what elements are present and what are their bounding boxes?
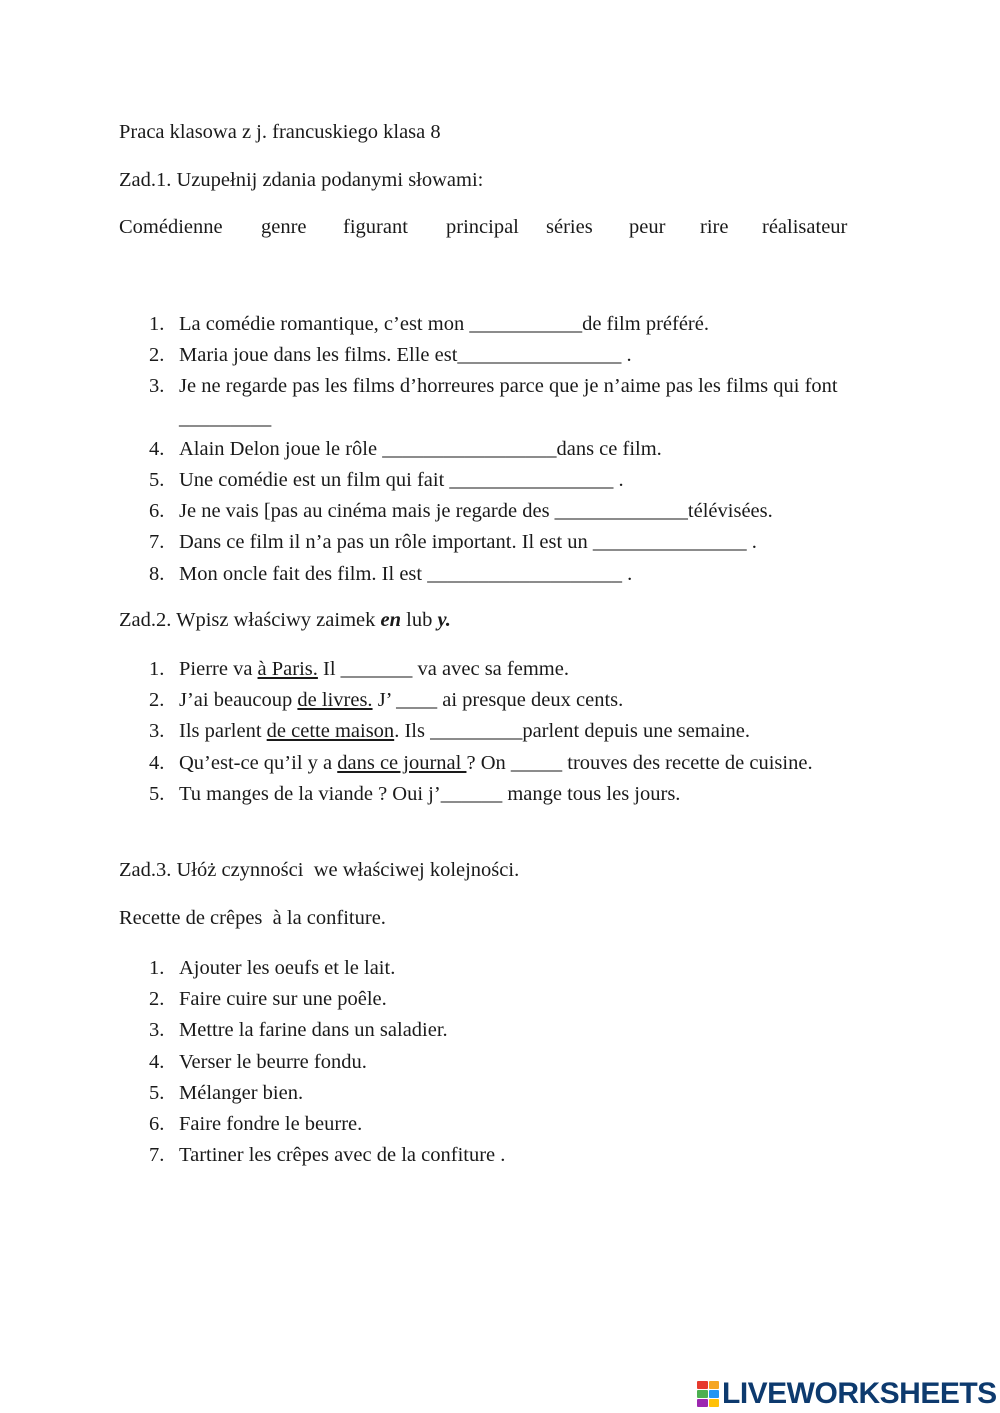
list-item: 5. Une comédie est un film qui fait ________________ . xyxy=(149,469,624,492)
word-bank-item: séries xyxy=(546,216,593,238)
word-bank-item: rire xyxy=(700,216,729,238)
list-item: 4. Alain Delon joue le rôle _________________dans ce film. xyxy=(149,437,662,460)
list-item: 1. Ajouter les oeufs et le lait. xyxy=(149,957,396,979)
task2-list xyxy=(0,654,879,810)
sentence-text: Je ne vais [pas au cinéma mais je regarde des _____________télévisées. xyxy=(179,500,773,523)
list-item: 5. Mélanger bien. xyxy=(149,1081,304,1104)
logo-text: LIVEWORKSHEETS xyxy=(722,1377,997,1410)
list-item: 1. La comédie romantique, c’est mon ___________de film préféré. xyxy=(149,313,709,335)
pronoun-y: y. xyxy=(437,609,451,631)
word-bank-item: réalisateur xyxy=(762,216,848,238)
word-bank-item: principal xyxy=(446,216,519,238)
list-item: 8. Mon oncle fait des film. Il est ___________________ . xyxy=(149,562,633,585)
list-item: 1. Pierre va à Paris. Il _______ va avec sa femme. xyxy=(149,658,569,680)
list-item: 2. J’ai beaucoup de livres. J’ ____ ai presque deux cents. xyxy=(149,689,624,712)
task2-heading: Zad.2. Wpisz właściwy zaimek en lub y. xyxy=(119,609,451,631)
logo-block xyxy=(697,1390,708,1398)
liveworksheets-logo[interactable] xyxy=(697,1377,997,1411)
step-text: Faire cuire sur une poêle. xyxy=(179,988,387,1011)
list-item: 2. Faire cuire sur une poêle. xyxy=(149,988,387,1011)
list-item: 5. Tu manges de la viande ? Oui j’______ mange tous les jours. xyxy=(149,782,681,805)
sentence-text: Maria joue dans les films. Elle est________________ . xyxy=(179,344,632,367)
sentence-text: Je ne regarde pas les films d’horreures parce que je n’aime pas les films qui font _________ xyxy=(179,375,838,429)
list-item: 3. Ils parlent de cette maison. Ils _________parlent depuis une semaine. xyxy=(149,720,751,743)
word-bank-item: figurant xyxy=(343,216,408,238)
task1-list xyxy=(0,309,879,590)
logo-mark-icon xyxy=(697,1381,719,1407)
page-title: Praca klasowa z j. francuskiego klasa 8 xyxy=(119,121,441,143)
sentence-text: Une comédie est un film qui fait ________________ . xyxy=(179,469,624,492)
list-item: 3. Mettre la farine dans un saladier. xyxy=(149,1019,448,1042)
list-item: 4. Qu’est-ce qu’il y a dans ce journal ? On _____ trouves des recette de cuisine. xyxy=(149,751,813,774)
underlined-phrase: de cette maison xyxy=(266,720,395,743)
task3-heading: Zad.3. Ułóż czynności we właściwej kolejności. xyxy=(119,859,520,881)
sentence-text: Dans ce film il n’a pas un rôle important. Il est un _______________ . xyxy=(179,531,757,554)
step-text: Mettre la farine dans un saladier. xyxy=(179,1019,448,1042)
underlined-phrase: à Paris. xyxy=(257,658,318,680)
sentence-text: Alain Delon joue le rôle _________________dans ce film. xyxy=(179,437,662,460)
pronoun-en: en xyxy=(380,609,401,631)
task3-list xyxy=(0,953,879,1171)
logo-block xyxy=(709,1399,720,1407)
recipe-title: Recette de crêpes à la confiture. xyxy=(119,907,386,929)
list-item: 7. Dans ce film il n’a pas un rôle important. Il est un _______________ . xyxy=(149,531,757,554)
logo-block xyxy=(697,1381,708,1389)
list-item: 4. Verser le beurre fondu. xyxy=(149,1050,367,1073)
step-text: Mélanger bien. xyxy=(179,1081,304,1104)
list-item: 6. Faire fondre le beurre. xyxy=(149,1113,363,1136)
step-text: Verser le beurre fondu. xyxy=(179,1050,367,1073)
word-bank-item: Comédienne xyxy=(119,216,223,238)
logo-block xyxy=(709,1390,720,1398)
underlined-phrase: dans ce journal xyxy=(337,751,467,774)
list-item: 7. Tartiner les crêpes avec de la confiture . xyxy=(149,1144,506,1167)
sentence-text: Mon oncle fait des film. Il est ___________________ . xyxy=(179,562,633,585)
logo-block xyxy=(709,1381,720,1389)
list-item: 6. Je ne vais [pas au cinéma mais je regarde des _____________télévisées. xyxy=(149,500,773,523)
list-item: 3. Je ne regarde pas les films d’horreures parce que je n’aime pas les films qui font _________ xyxy=(149,375,838,429)
task1-heading: Zad.1. Uzupełnij zdania podanymi słowami: xyxy=(119,169,484,191)
step-text: Tartiner les crêpes avec de la confiture . xyxy=(179,1144,506,1167)
logo-block xyxy=(697,1399,708,1407)
word-bank-item: genre xyxy=(261,216,307,238)
sentence-text: La comédie romantique, c’est mon ___________de film préféré. xyxy=(179,313,709,335)
word-bank xyxy=(119,214,861,240)
word-bank-item: peur xyxy=(629,216,666,238)
step-text: Faire fondre le beurre. xyxy=(179,1113,363,1136)
list-item: 2. Maria joue dans les films. Elle est________________ . xyxy=(149,344,632,367)
underlined-phrase: de livres. xyxy=(297,689,373,712)
step-text: Ajouter les oeufs et le lait. xyxy=(179,957,396,979)
